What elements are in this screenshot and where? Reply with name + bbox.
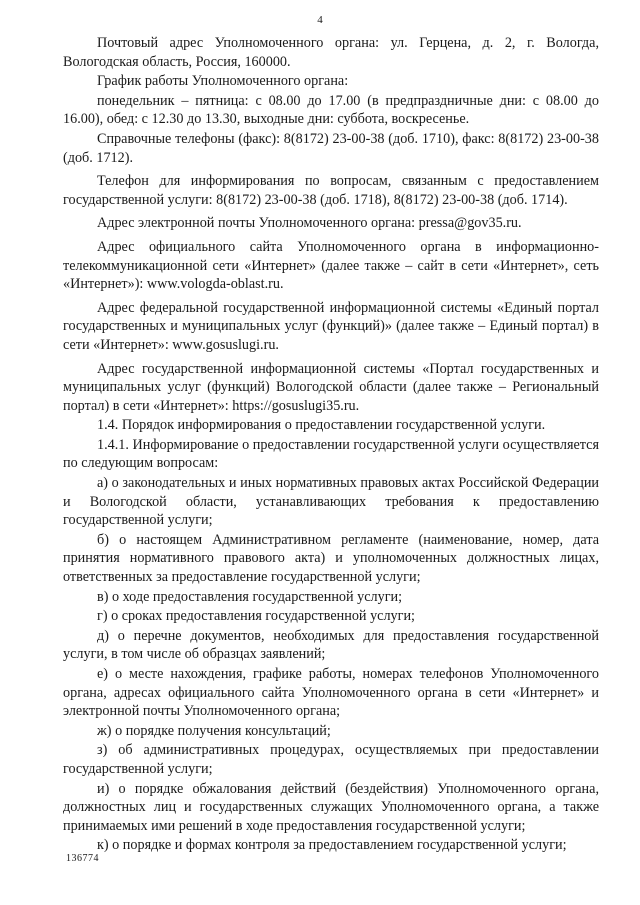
list-item-k: к) о порядке и формах контроля за предоставлением государственной услуги;: [97, 837, 567, 854]
list-item-e: е) о месте нахождения, графике работы, номерах телефонов Уполномоченного органа, адресах официального сайта Уполномоченного органа в сети «Интернет» и электронной почты Уполномоченного органа;: [63, 666, 599, 720]
work-schedule-paragraph: понедельник – пятница: с 08.00 до 17.00 (в предпраздничные дни: с 08.00 до 16.00), обед: с 12.30 до 13.30, выходные дни: суббота, воскресенье.: [63, 92, 599, 128]
official-site-paragraph: Адрес официального сайта Уполномоченного органа в информационно-телекоммуникационной сети «Интернет» (далее также – сайт в сети «Интернет», сеть «Интернет»): www.vologda-oblast.ru.: [63, 238, 599, 293]
document-body: [63, 34, 599, 856]
list-item-b: б) о настоящем Административном регламенте (наименование, номер, дата принятия нормативного правового акта) и уполномоченных должностных лицах, ответственных за предоставление государственной услуги;: [63, 531, 599, 586]
work-schedule-heading: График работы Уполномоченного органа:: [97, 73, 349, 90]
list-item-g: г) о сроках предоставления государственной услуги;: [97, 608, 415, 625]
list-item-i: и) о порядке обжалования действий (бездействия) Уполномоченного органа, должностных лиц и государственных служащих Уполномоченного органа, а также принимаемых ими решений в ходе предоставления государственной услуги;: [63, 780, 599, 834]
unified-portal-paragraph: Адрес федеральной государственной информационной системы «Единый портал государственных и муниципальных услуг (функций)» (далее также – Единый портал) в сети «Интернет»: www.gosuslugi.ru.: [63, 299, 599, 353]
regional-portal-paragraph: Адрес государственной информационной системы «Портал государственных и муниципальных услуг (функций) Вологодской области (далее также – Региональный портал) в сети «Интернет»: https://gosuslugi35.ru.: [63, 360, 599, 414]
section-1-4-1-paragraph: 1.4.1. Информирование о предоставлении государственной услуги осуществляется по следующим вопросам:: [63, 436, 599, 472]
list-item-v: в) о ходе предоставления государственной услуги;: [97, 588, 403, 605]
footer-document-code: 136774: [66, 853, 99, 864]
reference-phones-paragraph: Справочные телефоны (факс): 8(8172) 23-00-38 (доб. 1710), факс: 8(8172) 23-00-38 (доб. 1712).: [63, 130, 599, 166]
info-phone-paragraph: Телефон для информирования по вопросам, связанным с предоставлением государственной услуги: 8(8172) 23-00-38 (доб. 1718), 8(8172) 23-00-38 (доб. 1714).: [63, 173, 599, 208]
section-1-4-heading: 1.4. Порядок информирования о предоставлении государственной услуги.: [97, 417, 546, 434]
list-item-z: з) об административных процедурах, осуществляемых при предоставлении государственной услуги;: [63, 742, 599, 777]
list-item-d: д) о перечне документов, необходимых для предоставления государственной услуги, в том числе об образцах заявлений;: [63, 627, 599, 663]
postal-address-paragraph: Почтовый адрес Уполномоченного органа: ул. Герцена, д. 2, г. Вологда, Вологодская область, Россия, 160000.: [63, 35, 599, 70]
list-item-a: а) о законодательных и иных нормативных правовых актах Российской Федерации и Вологодской области, устанавливающих требования к предоставлению государственной услуги;: [63, 475, 599, 529]
list-item-zh: ж) о порядке получения консультаций;: [97, 722, 331, 739]
email-paragraph: Адрес электронной почты Уполномоченного органа: pressa@gov35.ru.: [97, 215, 522, 232]
page-number: 4: [317, 14, 323, 26]
